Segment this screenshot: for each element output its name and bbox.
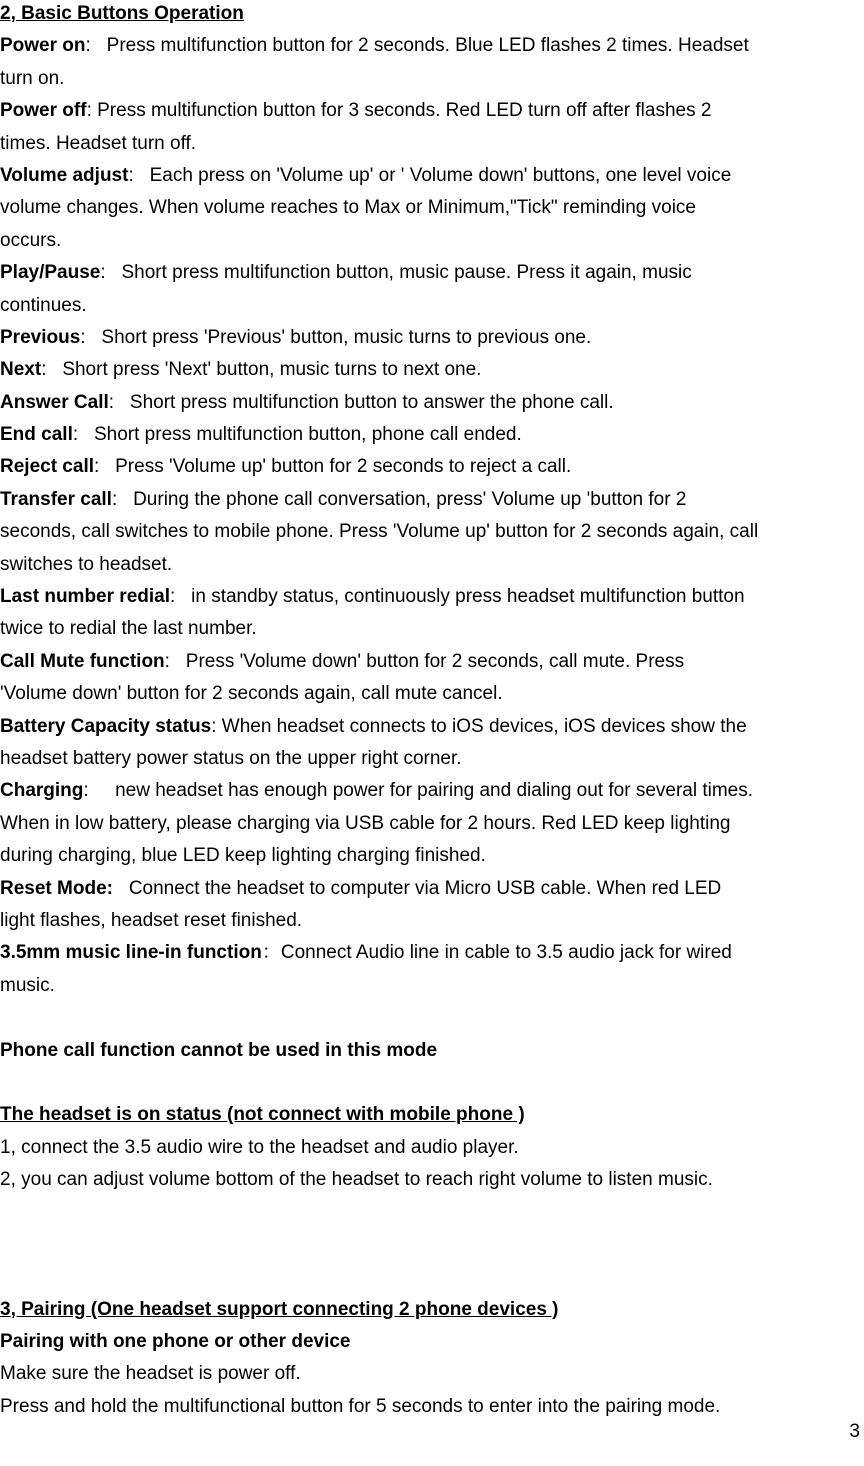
entry-battery-capacity: Battery Capacity status: When headset connects to iOS devices, iOS devices show the	[0, 715, 747, 737]
entry-reject-call: Reject call: Press 'Volume up' button for 2 seconds to reject a call.	[0, 456, 572, 478]
term-battery-capacity: Battery Capacity status	[0, 715, 212, 737]
entry-charging: Charging: new headset has enough power for pairing and dialing out for several times.	[0, 780, 754, 802]
entry-reset-mode: Reset Mode: Connect the headset to computer via Micro USB cable. When red LED	[0, 877, 722, 899]
entry-answer-call: Answer Call: Short press multifunction button to answer the phone call.	[0, 391, 614, 413]
entry-power-off: Power off: Press multifunction button for 3 seconds. Red LED turn off after flashes 2	[0, 100, 712, 122]
term-end-call: End call	[0, 424, 73, 446]
term-last-number-redial: Last number redial	[0, 586, 170, 608]
section-heading-basic-buttons: 2, Basic Buttons Operation	[0, 3, 244, 24]
term-transfer-call: Transfer call	[0, 488, 112, 510]
term-call-mute: Call Mute function	[0, 650, 165, 672]
phone-call-note: Phone call function cannot be used in this mode	[0, 1039, 438, 1061]
entry-transfer-call: Transfer call: During the phone call conversation, press' Volume up 'button for 2	[0, 488, 687, 510]
entry-last-number-redial: Last number redial: in standby status, continuously press headset multifunction button	[0, 586, 745, 608]
term-reset-mode: Reset Mode:	[0, 877, 113, 899]
spacer	[0, 1261, 864, 1293]
step-2: 2, you can adjust volume bottom of the headset to reach right volume to listen music.	[0, 1169, 713, 1191]
entry-end-call: End call: Short press multifunction button, phone call ended.	[0, 424, 522, 446]
entry-previous: Previous: Short press 'Previous' button, music turns to previous one.	[0, 326, 592, 348]
page-number: 3	[849, 1421, 860, 1442]
term-line-in: 3.5mm music line-in function	[0, 942, 262, 964]
entry-call-mute: Call Mute function: Press 'Volume down' button for 2 seconds, call mute. Press	[0, 650, 685, 672]
term-charging: Charging	[0, 780, 84, 802]
headset-status-heading: The headset is on status (not connect with mobile phone )	[0, 1104, 525, 1126]
pairing-subheading: Pairing with one phone or other device	[0, 1331, 351, 1353]
term-power-off: Power off	[0, 100, 87, 122]
entry-next: Next: Short press 'Next' button, music turns to next one.	[0, 359, 482, 381]
pairing-paragraph-1: Make sure the headset is power off.	[0, 1363, 301, 1385]
entry-play-pause: Play/Pause: Short press multifunction button, music pause. Press it again, music	[0, 262, 692, 284]
spacer	[0, 1229, 864, 1261]
document-page: 2, Basic Buttons Operation Power on: Press multifunction button for 2 seconds. Blue LED flashes 2 times. Headset turn on. Power off: Press multifunction button for 3 seconds. Red LED turn off after flashes 2 times. Headset turn off. Volume adjust: Each press on 'Volume up' or ' Volume down' buttons, one level voice volume changes. When volume reaches to Max or Minimum,"Tick" reminding voice occurs. Play/Pause: Short press multifunction button, music pause. Press it again, music continues. Previous: Short press 'Previous' button, music turns to previous one. Next: Short press 'Next' button, music turns to next one. Answer Call: Short press multifunction button to answer the phone call. End call: Short press multifunction button, phone call ended. Reject call: Press 'Volume up' button for 2 seconds to reject a call. Transfer call: During the phone call conversation, press' Volume up 'button for 2 seconds, call switches to mobile phone. Press 'Volume up' button for 2 seconds again, call switches to headset. Last number redial: in standby status, continuously press headset multifunction button twice to redial the last number. Call Mute function: Press 'Volume down' button for 2 seconds, call mute. Press 'Volume down' button for 2 seconds again, call mute cancel. Battery Capacity status: When headset connects to iOS devices, iOS devices show the headset battery power status on the upper right corner. Charging: new headset has enough power for pairing and dialing out for several times. When in low battery, please charging via USB cable for 2 hours. Red LED keep lighting during charging, blue LED keep lighting charging finished. Reset Mode: Connect the headset to computer via Micro USB cable. When red LED light flashes, headset reset finished. 3.5mm music line-in function：Connect Audio line in cable to 3.5 audio jack for wired music. Phone call function cannot be used in this mode The headset is on status (not connect with mobile phone ) 1, connect the 3.5 audio wire to the headset and audio player. 2, you can adjust volume bottom of the headset to reach right volume to listen music. 3, Pairing (One headset support connecting 2 phone devices ) Pairing with one phone or other device Make sure the headset is power off. Press and hold the multifunctional button for 5 seconds to enter into the pairing mode.	[0, 0, 864, 1423]
spacer	[0, 1196, 864, 1228]
term-next: Next	[0, 359, 42, 381]
term-answer-call: Answer Call	[0, 391, 109, 413]
term-play-pause: Play/Pause	[0, 262, 101, 284]
pairing-paragraph-2: Press and hold the multifunctional button for 5 seconds to enter into the pairing mode.	[0, 1395, 721, 1417]
entry-volume-adjust: Volume adjust: Each press on 'Volume up' or ' Volume down' buttons, one level voice	[0, 164, 732, 186]
entry-line-in: 3.5mm music line-in function：Connect Audio line in cable to 3.5 audio jack for wired	[0, 942, 732, 964]
spacer	[0, 1067, 864, 1099]
term-previous: Previous	[0, 326, 81, 348]
step-1: 1, connect the 3.5 audio wire to the headset and audio player.	[0, 1136, 519, 1158]
term-reject-call: Reject call	[0, 456, 94, 478]
entry-power-on: Power on: Press multifunction button for 2 seconds. Blue LED flashes 2 times. Headset	[0, 35, 749, 57]
spacer	[0, 1002, 864, 1034]
term-volume-adjust: Volume adjust	[0, 164, 129, 186]
section-heading-pairing: 3, Pairing (One headset support connecting 2 phone devices )	[0, 1298, 559, 1320]
term-power-on: Power on	[0, 35, 86, 57]
